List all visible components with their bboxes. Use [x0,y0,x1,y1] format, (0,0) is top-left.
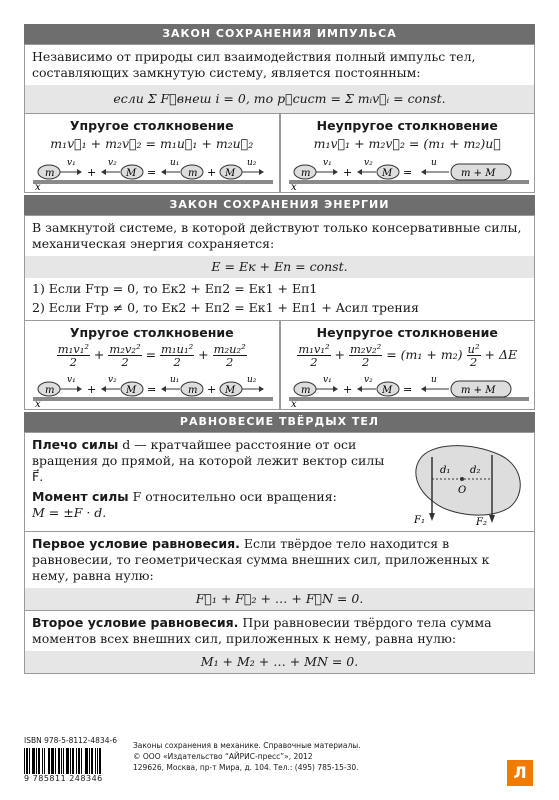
equilibrium-box [24,432,535,532]
elastic-diagram-2 [25,371,278,409]
energy-law: E = Eк + Eп = const. [25,256,534,278]
svg-text:u₂: u₂ [247,158,257,168]
svg-text:=: = [147,383,157,396]
svg-text:x: x [290,399,297,409]
svg-text:v₂: v₂ [363,375,373,385]
svg-text:=: = [402,166,412,179]
publisher-info: Законы сохранения в механике. Справочные материалы. © ООО «Издательство “АЙРИС-пресс”», 2012 129626, Москва, пр-т Мира, д. 104. Тел.: (495) 785-15-30. [133,741,361,772]
svg-text:v₂: v₂ [108,158,117,168]
svg-text:O: O [458,485,467,496]
svg-text:M: M [225,168,236,179]
svg-text:+: + [342,166,352,179]
first-condition-box [24,532,535,611]
inelastic-equation-1: m₁v⃗₁ + m₂v⃗₂ = (m₁ + m₂)u⃗ [313,136,501,151]
elastic-equation-1: m₁v⃗₁ + m₂v⃗₂ = m₁u⃗₁ + m₂u⃗₂ [50,136,254,151]
svg-text:m + M: m + M [460,385,495,396]
publisher-logo: Л [507,760,533,786]
svg-text:F₁: F₁ [414,515,425,526]
section-title-energy: ЗАКОН СОХРАНЕНИЯ ЭНЕРГИИ [24,195,535,215]
svg-text:m: m [188,168,198,179]
footer [24,736,535,784]
svg-text:M: M [381,385,392,396]
inelastic-diagram-1 [281,154,534,192]
rigid-body-diagram [400,437,530,529]
momentum-box [24,44,535,193]
svg-text:+: + [87,383,97,396]
inelastic-title-2: Неупругое столкновение [316,325,498,340]
svg-text:+: + [207,383,217,396]
svg-text:M: M [225,385,236,396]
section-title-equilibrium: РАВНОВЕСИЕ ТВЁРДЫХ ТЕЛ [24,412,535,432]
energy-intro: В замкнутой системе, в которой действуют только консервативные силы, механическая энергия сохраняется: [32,220,522,251]
isbn: ISBN 978-5-8112-4834-6 [24,736,117,745]
svg-text:d₂: d₂ [470,465,481,476]
svg-text:u: u [430,158,437,168]
svg-text:+: + [342,383,352,396]
svg-text:F₂: F₂ [476,517,487,528]
svg-text:=: = [402,383,412,396]
barcode [24,746,120,774]
momentum-intro: Независимо от природы сил взаимодействия полный импульс тел, составляющих замкнутую систему, является постоянным: [32,49,476,80]
section-title-momentum: ЗАКОН СОХРАНЕНИЯ ИМПУЛЬСА [24,24,535,44]
svg-text:m: m [300,385,310,396]
first-condition-equation: F⃗₁ + F⃗₂ + … + F⃗N = 0. [25,588,534,610]
first-condition-text: Первое условие равновесия. Если твёрдое тело находится в равновесии, то геометрическая сумма внешних сил, приложенных к нему, равна нулю: [32,536,490,583]
svg-text:v₁: v₁ [322,375,332,385]
svg-text:M: M [126,385,137,396]
svg-text:m: m [300,168,310,179]
svg-text:u₁: u₁ [170,158,180,168]
svg-text:=: = [147,166,157,179]
elastic-energy-equation: $\frac{\text{m₁v₁²}}{2}$ + $\frac{\text{m₂v₂²}}{2}$ = $\frac{\text{m₁u₁²}}{2}$ + $\frac{\text{m₂u₂²}}{2}$ [57,342,246,369]
svg-text:x: x [290,182,297,192]
svg-text:u₂: u₂ [247,375,257,385]
svg-text:v₂: v₂ [363,158,373,168]
moment-definition: Момент силы F относительно оси вращения: M = ±F · d. [32,489,337,520]
svg-text:d₁: d₁ [440,465,451,476]
elastic-diagram-1 [25,154,278,192]
inelastic-title-1: Неупругое столкновение [316,118,498,133]
svg-text:u₁: u₁ [170,375,180,385]
svg-text:m: m [45,385,55,396]
elastic-title-2: Упругое столкновение [69,325,234,340]
svg-text:m + M: m + M [460,168,495,179]
svg-text:v₁: v₁ [67,158,76,168]
svg-text:u: u [430,375,437,385]
momentum-law: если Σ F⃗внеш i = 0, то p⃗сист = Σ mᵢv⃗ᵢ = const. [25,85,534,113]
svg-text:v₁: v₁ [322,158,332,168]
elastic-title-1: Упругое столкновение [69,118,234,133]
svg-text:x: x [35,399,41,409]
inelastic-energy-equation: $\frac{\text{m₁v₁²}}{2}$ + $\frac{\text{m₂v₂²}}{2}$ = (m₁ + m₂) $\frac{\text{u²}}{2}$ + ΔE [298,342,518,369]
svg-text:+: + [207,166,217,179]
inelastic-diagram-2 [281,371,534,409]
svg-text:m: m [45,168,55,179]
energy-case-2: 2) Если Fтр ≠ 0, то Eк2 + Eп2 = Eк1 + Eп1 + Aсил трения [32,300,419,315]
barcode-number: 9 785811 248346 [24,774,103,783]
second-condition-equation: M₁ + M₂ + … + MN = 0. [25,651,534,673]
svg-text:v₂: v₂ [108,375,117,385]
svg-text:M: M [126,168,137,179]
svg-text:+: + [87,166,97,179]
svg-text:x: x [35,182,41,192]
energy-case-1: 1) Если Fтр = 0, то Eк2 + Eп2 = Eк1 + Eп1 [32,281,318,296]
svg-text:v₁: v₁ [67,375,76,385]
svg-text:M: M [381,168,392,179]
energy-box [24,215,535,410]
svg-text:m: m [188,385,198,396]
lever-arm-definition: Плечо силы d — кратчайшее расстояние от оси вращения до прямой, на которой лежит вектор силы F⃗. [32,437,385,484]
second-condition-text: Второе условие равновесия. При равновесии твёрдого тела сумма моментов всех внешних сил, приложенных к нему, равна нулю: [32,615,492,646]
second-condition-box [24,611,535,674]
